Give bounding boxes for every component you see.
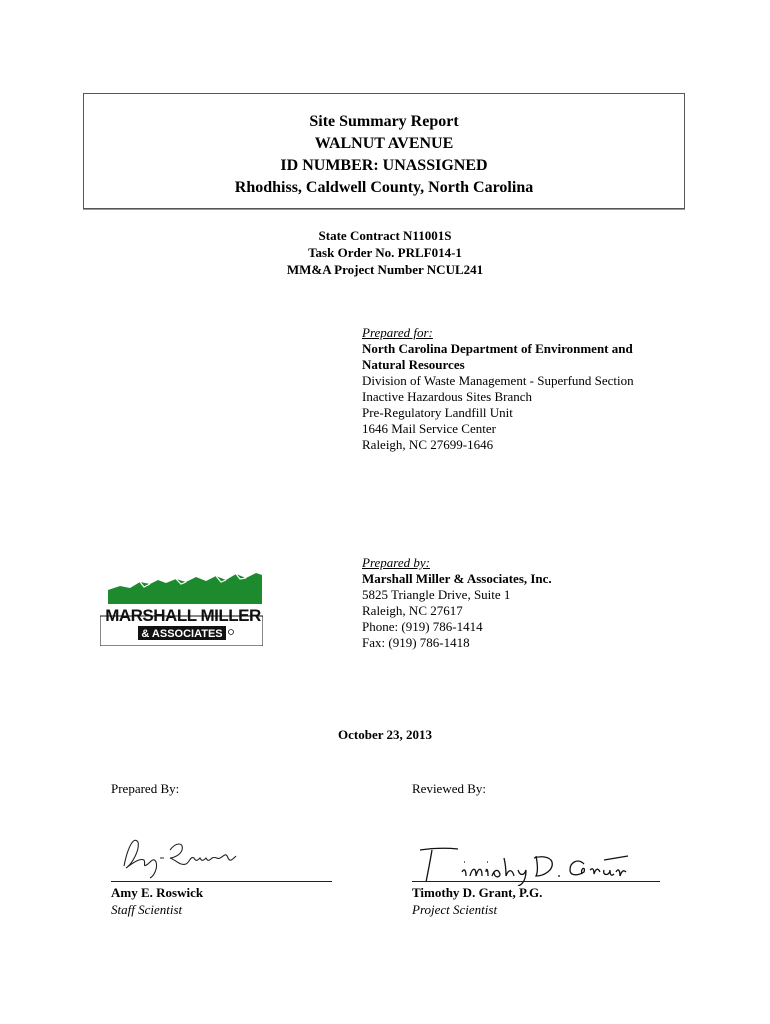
prepared-by-heading: Prepared By: xyxy=(111,781,180,796)
site-location: Rhodhiss, Caldwell County, North Carolina xyxy=(234,179,534,196)
signature-roswick xyxy=(112,828,242,880)
prepared-by-label: Prepared by: xyxy=(362,555,430,570)
state-contract: State Contract N11001S xyxy=(318,228,452,243)
prepared-for-org-line1: North Carolina Department of Environment and xyxy=(362,341,633,356)
prepared-by-org: Marshall Miller & Associates, Inc. xyxy=(362,571,552,586)
prepared-by-line: Raleigh, NC 27617 xyxy=(362,603,463,618)
id-number: ID NUMBER: UNASSIGNED xyxy=(280,157,488,174)
prepared-by-line: Fax: (919) 786-1418 xyxy=(362,635,470,650)
prepared-for-block xyxy=(362,325,702,453)
prepared-for-line: Division of Waste Management - Superfund Section xyxy=(362,373,634,388)
signer-name-right: Timothy D. Grant, P.G. xyxy=(412,885,543,900)
signer-name-left: Amy E. Roswick xyxy=(111,885,204,900)
site-name: WALNUT AVENUE xyxy=(314,135,454,152)
prepared-by-line: Phone: (919) 786-1414 xyxy=(362,619,483,634)
signer-title-left: Staff Scientist xyxy=(111,902,183,917)
prepared-for-line: Pre-Regulatory Landfill Unit xyxy=(362,405,513,420)
project-number: MM&A Project Number NCUL241 xyxy=(286,262,484,277)
prepared-by-line: 5825 Triangle Drive, Suite 1 xyxy=(362,587,511,602)
reviewed-by-heading: Reviewed By: xyxy=(412,781,487,796)
prepared-for-org-line2: Natural Resources xyxy=(362,357,465,372)
marshall-miller-logo xyxy=(100,568,263,646)
logo-text-main: MARSHALL MILLER xyxy=(105,606,261,625)
contract-info xyxy=(0,227,770,278)
report-date: October 23, 2013 xyxy=(338,727,432,742)
report-title: Site Summary Report xyxy=(309,113,459,130)
signer-left xyxy=(111,884,203,918)
signer-right xyxy=(412,884,542,918)
prepared-by-block xyxy=(362,555,702,651)
prepared-for-line: Raleigh, NC 27699-1646 xyxy=(362,437,494,452)
task-order: Task Order No. PRLF014-1 xyxy=(308,245,462,260)
signature-grant xyxy=(414,842,629,886)
title-box xyxy=(83,93,685,209)
signer-title-right: Project Scientist xyxy=(412,902,498,917)
signature-line-right xyxy=(412,881,660,882)
signature-line-left xyxy=(111,881,332,882)
prepared-for-label: Prepared for: xyxy=(362,325,433,340)
prepared-for-line: 1646 Mail Service Center xyxy=(362,421,496,436)
logo-text-sub: & ASSOCIATES xyxy=(141,628,223,640)
prepared-for-line: Inactive Hazardous Sites Branch xyxy=(362,389,533,404)
